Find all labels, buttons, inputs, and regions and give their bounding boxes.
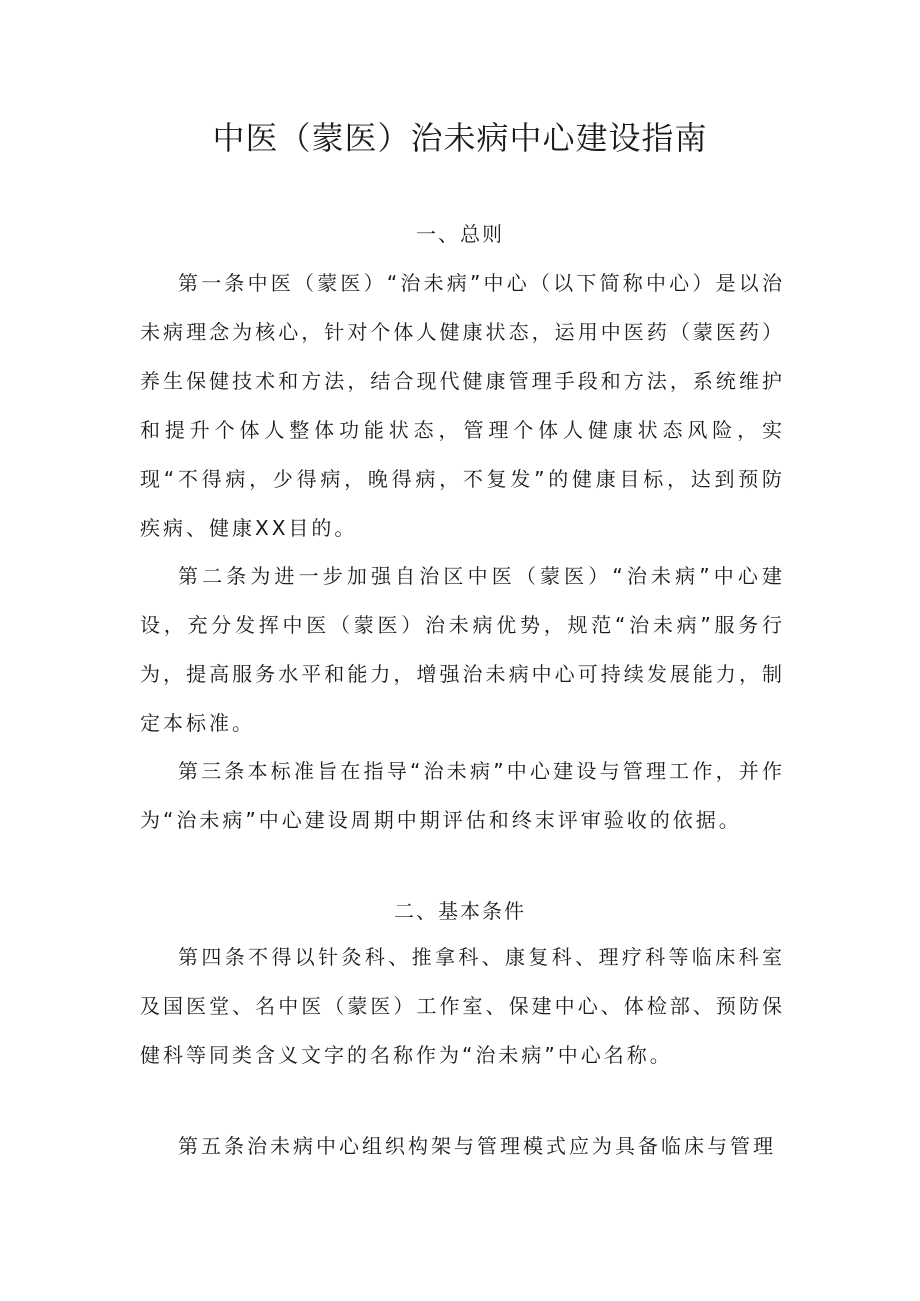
document-title: 中医（蒙医）治未病中心建设指南 — [212, 119, 708, 157]
section-heading-general: 一、总则 — [416, 222, 504, 246]
article-4-paragraph: 第四条不得以针灸科、推拿科、康复科、理疗科等临床科室及国医堂、名中医（蒙医）工作室、保建中心、体检部、预防保健科等同类含义文字的名称作为“治未病”中心名称。 — [140, 945, 785, 1067]
article-1-paragraph: 第一条中医（蒙医）“治未病”中心（以下简称中心）是以治未病理念为核心，针对个体人健康状态，运用中医药（蒙医药）养生保健技术和方法，结合现代健康管理手段和方法，系统维护和提升个体人整体功能状态，管理个体人健康状态风险，实现“不得病，少得病，晚得病，不复发”的健康目标，达到预防疾病、健康XX目的。 — [140, 271, 785, 540]
article-5-paragraph: 第五条治未病中心组织构架与管理模式应为具备临床与管理 — [178, 1134, 776, 1158]
article-3-paragraph: 第三条本标准旨在指导“治未病”中心建设与管理工作，并作为“治未病”中心建设周期中期评估和终末评审验收的依据。 — [140, 759, 785, 832]
article-2-paragraph: 第二条为进一步加强自治区中医（蒙医）“治未病”中心建设，充分发挥中医（蒙医）治未病优势，规范“治未病”服务行为，提高服务水平和能力，增强治未病中心可持续发展能力，制定本标准。 — [140, 564, 785, 735]
section-heading-basic-conditions: 二、基本条件 — [394, 899, 526, 923]
